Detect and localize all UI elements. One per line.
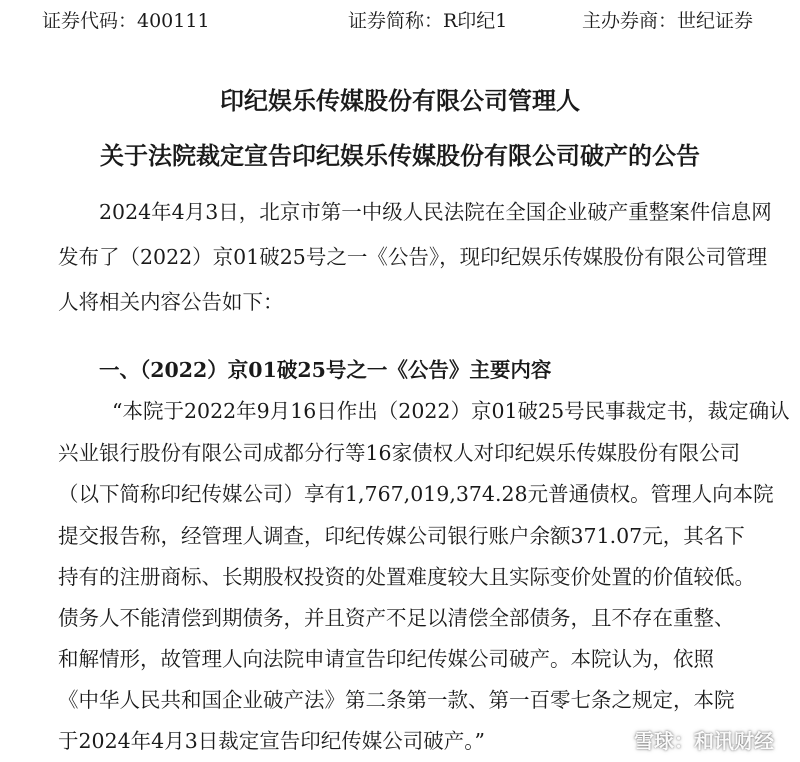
body-line: 债务人不能清偿到期债务，并且资产不足以清偿全部债务，且不存在重整、 <box>58 606 735 630</box>
intro-line: 人将相关内容公告如下： <box>58 290 284 314</box>
watermark <box>604 724 774 754</box>
section-heading: 一、（2022）京01破25号之一《公告》主要内容 <box>99 358 552 382</box>
intro-line: 2024年4月3日，北京市第一中级人民法院在全国企业破产重整案件信息网 <box>99 200 772 224</box>
body-line: 于2024年4月3日裁定宣告印纪传媒公司破产。” <box>58 729 485 753</box>
body-line: （以下简称印纪传媒公司）享有1,767,019,374.28元普通债权。管理人向本院 <box>58 482 774 506</box>
body-line: 兴业银行股份有限公司成都分行等16家债权人对印纪娱乐传媒股份有限公司 <box>58 441 741 465</box>
security-code: 证券代码：400111 <box>42 10 210 32</box>
document-title-line-1: 印纪娱乐传媒股份有限公司管理人 <box>220 86 580 115</box>
security-short-name: 证券简称：R印纪1 <box>348 10 508 32</box>
snowball-logo-icon <box>604 728 626 750</box>
sponsor-broker: 主办券商：世纪证券 <box>582 10 754 32</box>
intro-line: 发布了（2022）京01破25号之一《公告》，现印纪娱乐传媒股份有限公司管理 <box>58 245 768 269</box>
body-line: 《中华人民共和国企业破产法》第二条第一款、第一百零七条之规定，本院 <box>58 688 735 712</box>
watermark-text: 雪球：和讯财经 <box>634 728 774 753</box>
body-line: 持有的注册商标、长期股权投资的处置难度较大且实际变价处置的价值较低。 <box>58 565 755 589</box>
body-line: “本院于2022年9月16日作出（2022）京01破25号民事裁定书，裁定确认 <box>112 399 790 423</box>
body-line: 和解情形，故管理人向法院申请宣告印纪传媒公司破产。本院认为，依照 <box>58 647 714 671</box>
body-line: 提交报告称，经管理人调查，印纪传媒公司银行账户余额371.07元，其名下 <box>58 524 745 548</box>
document-title-line-2: 关于法院裁定宣告印纪娱乐传媒股份有限公司破产的公告 <box>100 141 700 170</box>
